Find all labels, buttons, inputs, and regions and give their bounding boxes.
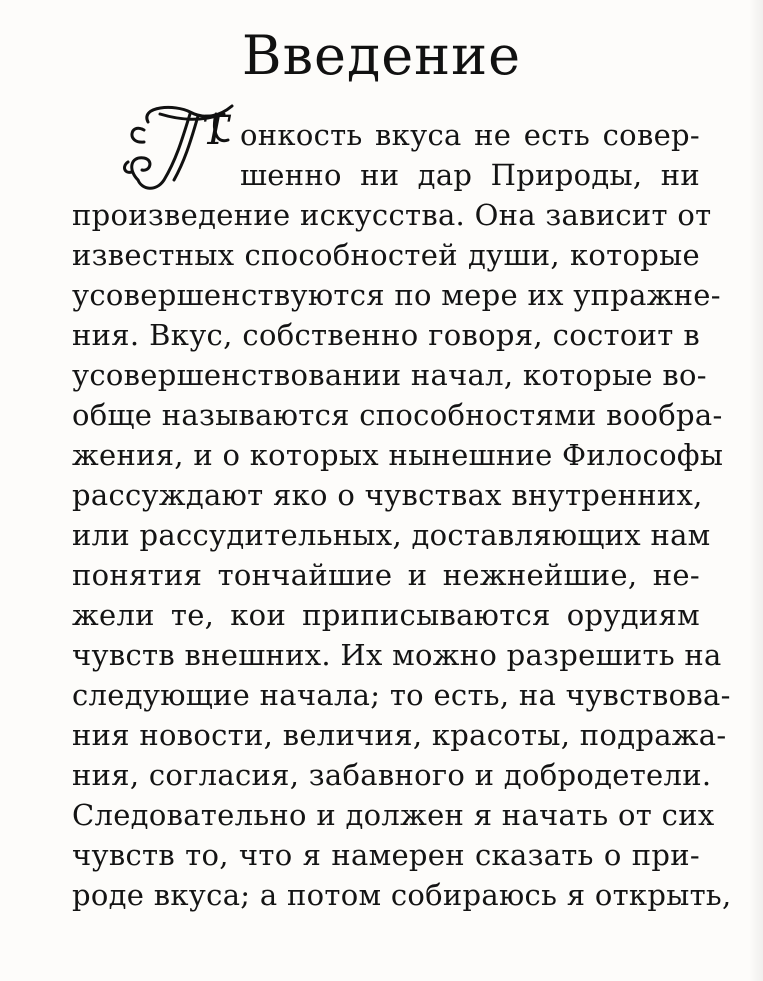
text-line: Следовательно и должен я начать от сих xyxy=(72,798,715,832)
text-line: или рассудительных, доставляющих нам xyxy=(72,518,711,552)
text-line: ния, согласия, забавного и добродетели. xyxy=(72,758,712,792)
drop-cap-letter: Т xyxy=(202,108,229,154)
text-line: произведение искусства. Она зависит от xyxy=(72,198,712,232)
text-line: следующие начала; то есть, на чувствова- xyxy=(72,678,731,712)
text-line: жели те, кои приписываются орудиям xyxy=(72,598,700,632)
text-line: известных способностей души, которые xyxy=(72,238,700,272)
text-line: чувств то, что я намерен сказать о при- xyxy=(72,838,700,872)
text-line: усовершенствуются по мере их упражне- xyxy=(72,278,721,312)
chapter-title: Введение xyxy=(241,24,522,87)
text-line: рассуждают яко о чувствах внутренних, xyxy=(72,478,703,512)
text-line: ния. Вкус, собственно говоря, состоит в xyxy=(72,318,700,352)
text-line: онкость вкуса не есть совер- xyxy=(240,118,700,152)
text-line: чувств внешних. Их можно разрешить на xyxy=(72,638,722,672)
text-line: усовершенствовании начал, которые во- xyxy=(72,358,707,392)
text-line: шенно ни дар Природы, ни xyxy=(240,158,700,192)
text-line: роде вкуса; а потом собираюсь я открыть, xyxy=(72,878,732,912)
page-edge-shadow xyxy=(749,0,763,981)
text-line: ния новости, величия, красоты, подража- xyxy=(72,718,727,752)
text-line: понятия тончайшие и нежнейшие, не- xyxy=(72,558,700,592)
ornate-initial-icon xyxy=(120,100,240,200)
text-line: обще называются способностями вообра- xyxy=(72,398,723,432)
text-line: жения, и о которых нынешние Философы xyxy=(72,438,724,472)
